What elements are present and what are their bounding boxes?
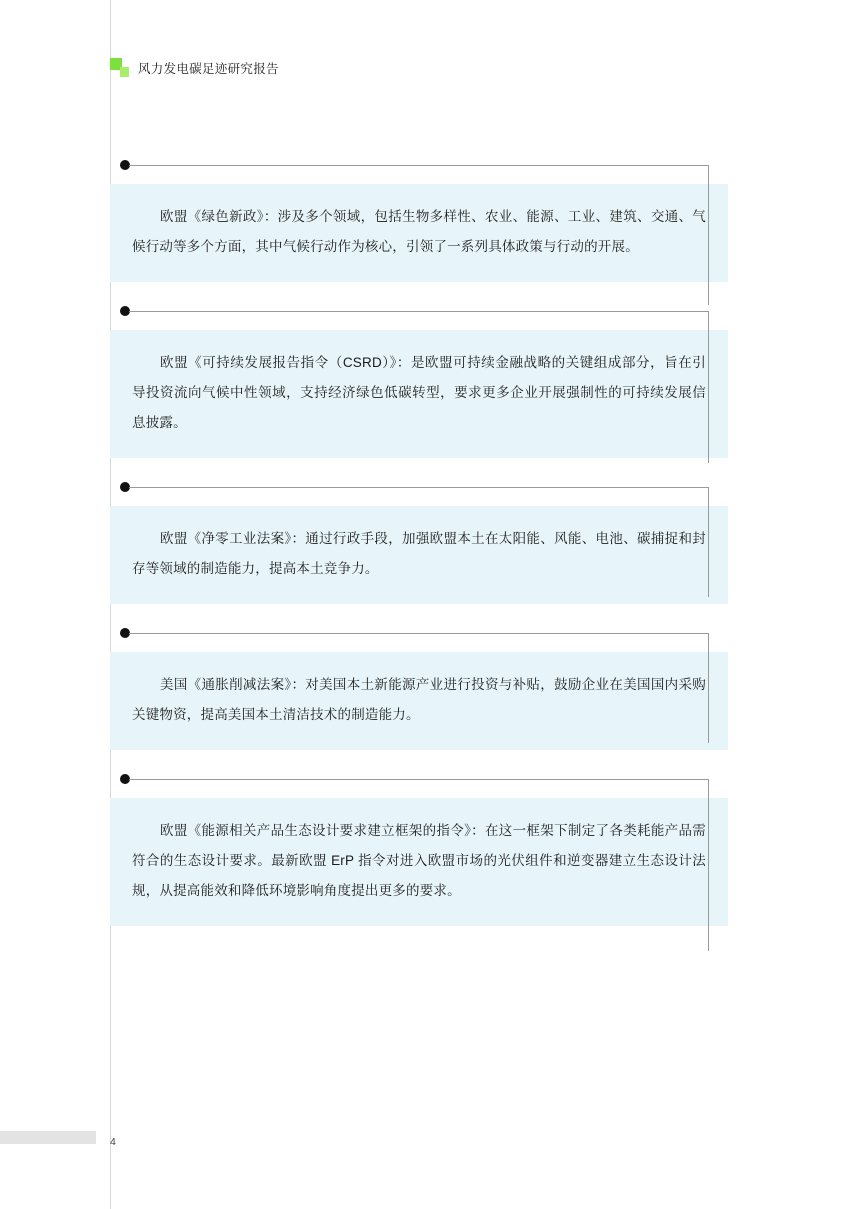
policy-block — [110, 306, 730, 458]
block-bracket — [110, 306, 730, 330]
policy-text: 欧盟《净零工业法案》：通过行政手段，加强欧盟本土在太阳能、风能、电池、碳捕捉和封存等领域的制造能力，提高本土竞争力。 — [132, 531, 706, 576]
block-bracket — [110, 482, 730, 506]
policy-panel — [110, 652, 728, 750]
bracket-horizontal-line — [129, 487, 709, 488]
logo-mark-icon — [110, 58, 129, 77]
policy-text: 欧盟《可持续发展报告指令（CSRD）》：是欧盟可持续金融战略的关键组成部分，旨在引导投资流向气候中性领域，支持经济绿色低碳转型，要求更多企业开展强制性的可持续发展信息披露。 — [132, 355, 706, 430]
bracket-horizontal-line — [129, 633, 709, 634]
page-header — [110, 58, 279, 77]
policy-panel — [110, 798, 728, 926]
policy-block — [110, 482, 730, 604]
policy-panel — [110, 506, 728, 604]
policy-block — [110, 774, 730, 926]
page-number: 4 — [110, 1136, 116, 1148]
bracket-vertical-tick — [708, 165, 709, 305]
block-bracket — [110, 774, 730, 798]
policy-text: 欧盟《能源相关产品生态设计要求建立框架的指令》：在这一框架下制定了各类耗能产品需符合的生态设计要求。最新欧盟 ErP 指令对进入欧盟市场的光伏组件和逆变器建立生态设计法规，从提高能效和降低环境影响角度提出更多的要求。 — [132, 823, 706, 898]
bracket-vertical-tick — [708, 311, 709, 463]
bracket-horizontal-line — [129, 779, 709, 780]
bracket-vertical-tick — [708, 633, 709, 743]
logo-square-secondary — [120, 67, 129, 77]
bracket-horizontal-line — [129, 165, 709, 166]
bracket-vertical-tick — [708, 779, 709, 951]
policy-block-list — [110, 160, 730, 950]
bracket-vertical-tick — [708, 487, 709, 597]
policy-block — [110, 160, 730, 282]
document-title: 风力发电碳足迹研究报告 — [138, 61, 279, 76]
block-bracket — [110, 628, 730, 652]
policy-text: 欧盟《绿色新政》：涉及多个领域，包括生物多样性、农业、能源、工业、建筑、交通、气候行动等多个方面，其中气候行动作为核心，引领了一系列具体政策与行动的开展。 — [132, 209, 706, 254]
block-bracket — [110, 160, 730, 184]
policy-text: 美国《通胀削减法案》：对美国本土新能源产业进行投资与补贴，鼓励企业在美国国内采购关键物资，提高美国本土清洁技术的制造能力。 — [132, 677, 706, 722]
bracket-horizontal-line — [129, 311, 709, 312]
footer-accent-bar — [0, 1131, 96, 1144]
policy-block — [110, 628, 730, 750]
policy-panel — [110, 184, 728, 282]
policy-panel — [110, 330, 728, 458]
